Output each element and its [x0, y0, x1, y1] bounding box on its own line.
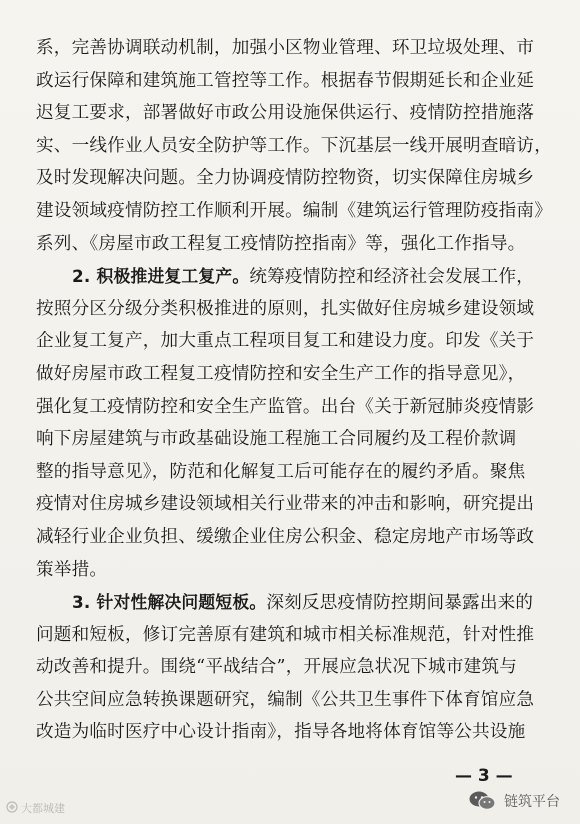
watermark-left-text: 大都城建 [21, 802, 65, 815]
line-text: 深刻反思疫情防控期间暴露出来的 [266, 593, 534, 614]
line-text: 改造为临时医疗中心设计指南》，指导各地将体育馆等公共设施 [36, 722, 526, 743]
text-line [36, 684, 554, 717]
text-line [36, 716, 554, 749]
text-line [36, 32, 554, 65]
line-text: 政运行保障和建筑施工管控等工作。根据春节假期延长和企业延 [36, 70, 535, 91]
section-heading: 3. 针对性解决问题短板。 [72, 592, 267, 613]
line-text: 企业复工复产，加大重点工程项目复工和建设力度。印发《关于 [36, 331, 535, 352]
text-line [36, 586, 554, 619]
text-line [36, 456, 554, 489]
line-text: 统筹疫情防控和经济社会发展工作， [249, 267, 535, 288]
text-line [36, 130, 554, 163]
text-line [36, 619, 554, 652]
body-text [36, 32, 554, 749]
line-text: 问题和短板，修订完善原有建筑和城市相关标准规范，针对性推 [36, 624, 535, 645]
text-line [36, 521, 554, 554]
line-text: 响下房屋建筑与市政基础设施工程施工合同履约及工程价款调 [36, 429, 517, 450]
line-text: 做好房屋市政工程复工疫情防控和安全生产工作的指导意见》， [36, 363, 526, 384]
line-text: 迟复工要求，部署做好市政公用设施保供运行、疫情防控措施落 [36, 103, 535, 124]
page-number: — 3 — [455, 766, 513, 786]
line-text: 公共空间应急转换课题研究，编制《公共卫生事件下体育馆应急 [36, 689, 535, 710]
text-line [36, 293, 554, 326]
line-text: 策举措。 [36, 559, 108, 580]
line-text: 按照分区分级分类积极推进的原则，扎实做好住房城乡建设领域 [36, 298, 535, 319]
text-line [36, 260, 554, 293]
line-text: 整的指导意见》，防范和化解复工后可能存在的履约矛盾。聚焦 [36, 461, 526, 482]
line-text: 减轻行业企业负担、缓缴企业住房公积金、稳定房地产市场等政 [36, 526, 535, 547]
line-text: 系列、《房屋市政工程复工疫情防控指南》等，强化工作指导。 [36, 233, 526, 254]
line-text: 系，完善协调联动机制，加强小区物业管理、环卫垃圾处理、市 [36, 38, 535, 58]
text-line [36, 651, 554, 684]
text-line [36, 358, 554, 391]
line-text: 及时发现解决问题。全力协调疫情防控物资，切实保障住房城乡 [36, 168, 535, 189]
text-line [36, 488, 554, 521]
text-line [36, 97, 554, 130]
text-line [36, 65, 554, 98]
line-text: 建设领域疫情防控工作顺利开展。编制《建筑运行管理防疫指南》 [36, 200, 553, 221]
text-line [36, 195, 554, 228]
line-text: 动改善和提升。围绕“平战结合”，开展应急状况下城市建筑与 [36, 657, 518, 678]
line-text: 强化复工疫情防控和安全生产监管。出台《关于新冠肺炎疫情影 [36, 396, 535, 417]
line-text: 疫情对住房城乡建设领域相关行业带来的冲击和影响，研究提出 [36, 494, 535, 515]
watermark-right-text: 链筑平台 [504, 794, 560, 810]
wechat-icon [468, 790, 498, 812]
section-heading: 2. 积极推进复工复产。 [72, 266, 250, 287]
text-line [36, 554, 554, 587]
watermark-logo-icon [6, 801, 18, 816]
line-text: 实、一线作业人员安全防护等工作。下沉基层一线开展明查暗访， [36, 135, 553, 156]
text-line [36, 391, 554, 424]
text-line [36, 325, 554, 358]
text-line [36, 228, 554, 261]
source-watermark [6, 800, 65, 816]
text-line [36, 162, 554, 195]
wechat-watermark [468, 790, 560, 812]
text-line [36, 423, 554, 456]
